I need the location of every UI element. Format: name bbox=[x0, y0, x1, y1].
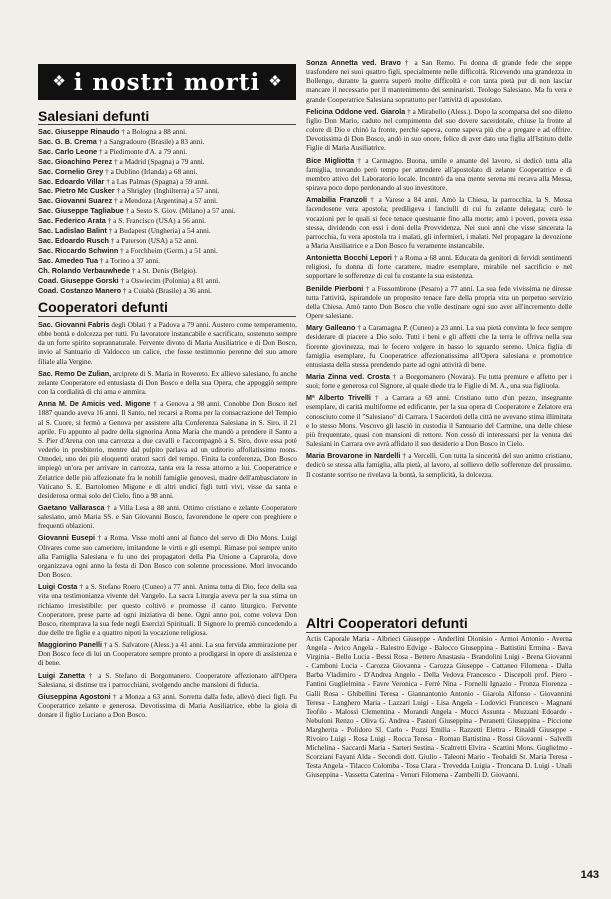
obituary-name: Gaetano Vallarasca bbox=[38, 502, 105, 512]
obituary-entry bbox=[38, 503, 297, 531]
obituary-name: Amabilia Franzoli bbox=[306, 195, 367, 205]
deceased-details: † a Mendoza (Argentina) a 57 anni. bbox=[112, 196, 218, 206]
obituary-text: † a Fossombrone (Pesaro) a 77 anni. La sua fede vivissima ne diresse tutta l'attività, ispirandole un proposito tenace fare della propria vita un perpetuo servizio della Chiesa. Amò tanto Don Bosco che volle destinare ogni suo aver all'incremento delle Opere salesiane. bbox=[306, 284, 572, 321]
obituary-name: Maria Brovarone in Nardelli bbox=[306, 451, 401, 461]
obituary-name: Maggiorino Panelli bbox=[38, 640, 102, 650]
list-item bbox=[38, 206, 297, 216]
obituary-text: † a Caramagna P. (Cuneo) a 23 anni. La sua pietà convinta le fece sempre desiderare di piacere a Dio solo. Tutti i beni e gli affetti che la terra le offriva nella sua fiorente giovinezza, mai le fecero volgere in basso lo sguardo sereno. Unica figlia di famiglia esemplare, fu Cooperatrice affezionatissima all'Opera salesiana e promotrice entusiasta della stessa prendendo parte ad ogni attività di bene. bbox=[306, 324, 572, 369]
obituary-text: † a Genova a 98 anni. Conobbe Don Bosco nel 1887 quando aveva 16 anni. Il Santo, nel recarsi a Roma per la consacrazione del Tempio al S. Cuore, si fermò a Genova per assistere alla Conferenza Salesiana in S. Siro, il 21 aprile. Fu appunto al padre della signorina Anna Maria che mandò a prendere il Santo a S. Pier d'Arena con una carrozza a due cavalli e l'accompagnò a S. Siro, dove essa potè vederlo in presbiterio, mentre dal pulpito parlava ad un uditorio affollatissimo mons. Omodei, uno dei più eloquenti oratori sacri del tempo. Finita la conferenza, Don Bosco impiegò un'ora per arrivare in carrozza, tanta era la ressa attorno a lui. Cooperatrice e Zelatrice delle più affezionate fra le nobili famiglie genovesi, madre dell'ambasciatore in Vaticano S. E. Bartolomeo Migone e di altri undici figli tutti vivi, visse da santa e desiderosa ormai solo del Cielo, fino a 98 anni. bbox=[38, 400, 297, 500]
deceased-name: Sac. Gioachino Perez bbox=[38, 156, 113, 166]
list-item bbox=[38, 266, 297, 276]
divider bbox=[306, 632, 572, 633]
obituary-text: † a Varese a 84 anni. Amò la Chiesa, la parrocchia, la S. Messa facendosene vera apostola; prediligeva i fanciulli di cui fu zelante delegata; curò le vocazioni per le quali si fece tenace questuante fino alla morte; amò i poveri, povera essa stessa, dividendo con essi i doni della Provvidenza. Nei suoi anni che visse sincerata la parrocchia, fu vera apostola tra i malati, gli infermieri, i malati. Nel propagare la devozione a Maria Ausiliatrice e a Don Bosco fu veramente instancabile. bbox=[306, 196, 572, 250]
obituary-name: Giuseppina Agostoni bbox=[38, 691, 111, 701]
obituary-entry bbox=[38, 692, 297, 720]
obituary-text: † a Borgomanero (Novara). Fu tutta premure e affetto per i suoi; forte e generosa col Signore, al quale diede tra le Figlie di M. A., una sua figliuola. bbox=[306, 373, 572, 391]
obituary-name: Maria Zinna ved. Crosta bbox=[306, 372, 390, 381]
obituary-entry bbox=[306, 372, 572, 391]
deceased-details: † a Oswiecim (Polonia) a 81 anni. bbox=[118, 275, 221, 285]
obituary-name: Sac. Giovanni Fabris bbox=[38, 320, 110, 329]
obituary-text: † a Roma. Visse molti anni al fianco del servo di Dio Mons. Luigi Olivares come suo cameriere, imitandone le virtù e gli esempi. Rimase poi sempre unito alla Famiglia Salesiana e fu uno dei propagatori della Pia Unione a Caprarola, dove organizzava ogni anno la festa di Don Bosco con solenne processione. Morì invocando Don Bosco. bbox=[38, 534, 297, 580]
deceased-details: † a Shrigley (Inghilterra) a 57 anni. bbox=[114, 186, 220, 196]
obituary-name: Luigi Zanetta bbox=[38, 670, 85, 680]
obituary-name: Antonietta Bocchi Lepori bbox=[306, 253, 392, 263]
divider bbox=[38, 316, 296, 317]
list-item bbox=[38, 276, 297, 286]
deceased-details: † a Piedimonte d'A. a 79 anni. bbox=[97, 146, 188, 156]
deceased-name: Sac. Carlo Leone bbox=[38, 146, 98, 156]
deceased-name: Sac. Giuseppe Rinaudo bbox=[38, 127, 120, 136]
salesians-heading: Salesiani defunti bbox=[38, 108, 150, 124]
obituary-text: † a S. Stefano Roero (Cuneo) a 77 anni. Anima tutta di Dio, fece della sua vita una testimonianza vivente del Vangelo. La sacra Liturgia aveva per la sua stima un richiamo irresistibile: per questo coltivò e promosse il canto liturgico. Fervente Cooperatore, prese parte ad ogni iniziativa di bene. Ogni anno poi, come voleva Don Bosco, ritemprava la sua fede negli Esercizi Spirituali. Il Signore lo premiò concedendo a due delle tre figlie e a quattro nipoti la vocazione religiosa. bbox=[38, 583, 297, 637]
obituary-name: Felicina Oddone ved. Giarola bbox=[306, 106, 406, 116]
obituary-text: † a San Remo. Fu donna di grande fede che seppe trasfondere nei suoi quattro figli, specialmente nelle difficoltà. Ricevendo una grandezza in Bollengo, durante la guerra superò molte difficoltà e con tanta pietà pur di non lasciar mancare il necessario per il mantenimento dei seminaristi. Teologo Salesiano. Ma fu vera e grande Cooperatrice Salesiana soprattutto per l'attività di apostolato. bbox=[306, 59, 572, 104]
obituary-entry bbox=[306, 195, 572, 251]
deceased-details: † a S. Francisco (USA) a 56 anni. bbox=[105, 216, 206, 226]
obituary-text: † a Monza a 63 anni. Sorretta dalla fede, allevò dieci figli. Fu Cooperatrice zelante e generosa. Devotissima di Maria Ausiliatrice, ebbe la gioia di donare il figlio Luciano a Don Bosco. bbox=[38, 692, 297, 720]
deceased-details: † a Torino a 37 anni. bbox=[98, 255, 160, 265]
obituary-entry bbox=[38, 533, 297, 580]
deceased-name: Sac. Edoardo Villar bbox=[38, 176, 105, 186]
obituary-name: Sonza Annetta ved. Bravo bbox=[306, 58, 401, 67]
obituary-entry bbox=[306, 451, 572, 479]
obituary-name: Mª Alberto Trivelli bbox=[306, 393, 371, 403]
deceased-name: Sac. Riccardo Schwinn bbox=[38, 245, 119, 255]
deceased-details: † a Sesto S. Giov. (Milano) a 57 anni. bbox=[123, 206, 236, 216]
deceased-details: † a Bologna a 88 anni. bbox=[119, 127, 187, 136]
obituary-text: † a Mirabello (Aless.). Dopo la scomparsa del suo diletto figlio Don Mario, caduto nel compimento del suo dovere sacerdotale, chiuse la fronte al colore di Dio e chinò la fronte, perchè sapeva, come sapeva più che a pregare e ad offrire. Devotissima di Don Bosco, andò in suo onore, felice di aver dato una figlia all'Istituto delle Figlie di Maria Ausiliatrice. bbox=[306, 107, 572, 153]
obituary-entry bbox=[306, 58, 572, 105]
obituary-text: † a Carrara a 69 anni. Cristiano tutto d'un pezzo, insegnante esemplare, di carità multiforme ed edificante, per la sua opera di Cooperatore e Zelatore era conosciuto come il "Salesiano" di Carrara. I Sacerdoti della città ne avevano stima illimitata e lo stesso Mons. Vescovo gli lasciò in custodia il Santuario del Carmine, una delle chiese più frequentate, quasi con mansioni di rettore. Non cessò di interessarsi per la venuta dei Salesiani in Carrara ove avrà affidato il suo desiderio a Don Bosco in Cielo. bbox=[306, 394, 572, 449]
obituary-name: Luigi Costa bbox=[38, 582, 78, 592]
deceased-details: † a Dublino (Irlanda) a 68 anni. bbox=[103, 166, 198, 176]
deceased-name: Sac. G. B. Crema bbox=[38, 136, 97, 146]
list-item bbox=[38, 196, 297, 206]
list-item bbox=[38, 186, 297, 196]
obituary-entry bbox=[38, 369, 297, 397]
list-item bbox=[38, 286, 297, 296]
obituary-entry bbox=[306, 107, 572, 154]
deceased-name: Sac. Ladislao Balint bbox=[38, 226, 107, 236]
deceased-name: Sac. Giuseppe Tagliabue bbox=[38, 206, 124, 216]
obituary-entry bbox=[306, 393, 572, 449]
obituary-entry bbox=[38, 399, 297, 501]
obituary-name: Sac. Remo De Zulian, bbox=[38, 368, 112, 378]
deceased-name: Sac. Giovanni Suarez bbox=[38, 196, 113, 206]
list-item bbox=[38, 236, 297, 246]
section-banner bbox=[38, 64, 296, 100]
obituary-text: † a S. Stefano di Borgomanero. Cooperatore affezionato all'Opera Salesiana, si distinse tra i parrocchiani, svolgendo anche mansioni di fiducia. bbox=[38, 671, 297, 689]
obituary-entry bbox=[306, 253, 572, 281]
deceased-details: † a Paterson (USA) a 52 anni. bbox=[108, 235, 199, 245]
list-item bbox=[38, 167, 297, 177]
obituary-entry bbox=[306, 284, 572, 322]
page-number: 143 bbox=[580, 869, 599, 881]
obituary-text: † a Villa Lesa a 88 anni. Ottimo cristiano e zelante Cooperatore salesiano, amò Maria SS. e San Giovanni Bosco, favorendone le opere con preghiere e frequenti oblazioni. bbox=[38, 503, 297, 531]
obituary-text: arciprete di S. Maria in Rovereto. Ex allievo salesiano, fu anche zelante Cooperatore ed entusiasta di Don Bosco e della sua Opera, che appoggiò sempre con la cordialità di chi ama e ammira. bbox=[38, 369, 297, 397]
obituary-entry bbox=[306, 323, 572, 370]
list-item bbox=[38, 216, 297, 226]
list-item bbox=[38, 137, 297, 147]
deceased-name: Ch. Rolando Verbauwhede bbox=[38, 265, 131, 275]
deceased-details: † a Madrid (Spagna) a 79 anni. bbox=[112, 156, 205, 166]
obituary-name: Mary Galleano bbox=[306, 323, 356, 333]
list-item bbox=[38, 226, 297, 236]
obituary-name: Anna M. De Amicis ved. Migone bbox=[38, 399, 151, 409]
ornament-right-icon: ❖ bbox=[268, 73, 282, 90]
deceased-details: † a St. Denis (Belgio). bbox=[130, 265, 198, 275]
deceased-details: † a Forchheim (Germ.) a 51 anni. bbox=[118, 245, 218, 255]
deceased-details: † a Budapest (Ungheria) a 54 anni. bbox=[106, 226, 211, 236]
list-item bbox=[38, 147, 297, 157]
divider bbox=[38, 124, 296, 125]
list-item bbox=[38, 127, 297, 137]
obituary-entry bbox=[38, 320, 297, 367]
obituary-text: † a Carmagno. Buona, umile e amante del lavoro, si dedicò tutta alla famiglia, trovando però tempo per attendere all'apostolato di zelante Cooperatrice e di membro attivo del Laboratorio locale. Incontrò da una mente serena mi recava alla Messa, spirava poco dopo perdonando al suo investitore. bbox=[306, 156, 572, 193]
list-item bbox=[38, 157, 297, 167]
others-list: Actis Caporale Maria - Albrieci Giuseppe - Anderlini Dionisio - Armoi Antonio - Averna Angela - Avico Angela - Balestro Edvige - Balocco Giuseppina - Battistini Ermina - Bava Virginia - Bello Lucia - Bessi Rosa - Bettero Anastasia - Brandolini Luigi - Brena Giovanni - Camboni Lucia - Carozza Giovanna - Carozza Giuseppe - Cattaneo Filomena - Dalla Barba Vladimiro - D'Andrea Angelo - Della Vedova Francesco - Discepoli prof. Piero - Fantini Guglielmina - Favre Veronica - Ferrè Nina - Fornelli Ignazio - Fronza Fiorenza - Galli Rosa - Ghibellini Teresa - Giannantonio Antonio - Giarola Alfonso - Giovannini Teresa - Langhero Maria - Lazzari Luigi - Lisa Angela - Lodovici Francesco - Magnani Teofilo - Malossi Clementina - Morandi Angela - Mucci Assunta - Muzzani Edoardo - Nebuloni Renzo - Oliva G. Andrea - Pastori Giuseppina - Peranetti Giuseppina - Piccione Margherita - Polidoro Sl. Carlo - Pozzi Emilia - Razzetti Elettra - Rinaldi Giuseppe - Rivoiro Luigi - Rosa Luigi - Rocca Teresa - Roman Battistina - Rossi Giovanni - Salvelli Michelina - Saccardi Maria - Sarteri Sestina - Scaltretti Elvira - Scattini Mons. Guglielmo - Scorziani Fayani Alda - Secondi dott. Giulio - Taleoni Mario - Teobaldi Sr. Maria Teresa - Testa Angela - Tilacco Colomba - Tosa Clara - Trevedda Luigia - Troncana D. Luigi - Unali Giuseppina - Vassetta Caterina - Venuri Filomena - Zambelli D. Giovanni. bbox=[306, 635, 572, 780]
list-item bbox=[38, 177, 297, 187]
deceased-details: † a Sangradouro (Brasile) a 83 anni. bbox=[96, 136, 205, 146]
obituary-text: † a S. Salvatore (Aless.) a 41 anni. La sua fervida ammirazione per Don Bosco fece di lui un Cooperatore sempre pronto a prodigarsi in opere di assistenza e di bene. bbox=[38, 641, 297, 668]
obituary-name: Giovanni Eusepi bbox=[38, 533, 96, 543]
deceased-name: Coad. Costanzo Manero bbox=[38, 285, 122, 295]
deceased-name: Sac. Amedeo Tua bbox=[38, 255, 99, 265]
obituary-name: Benilde Pierboni bbox=[306, 283, 364, 293]
obituary-text: † a Roma a 68 anni. Educata da genitori di fervidi sentimenti religiosi, fu donna di forte carattere, madre esemplare, mirabile nel sacrificio e nel sopportare le sofferenze di cui fu costante la sua esistenza. bbox=[306, 254, 572, 281]
obituary-entry bbox=[38, 671, 297, 690]
deceased-name: Sac. Cornelio Grey bbox=[38, 166, 104, 176]
list-item bbox=[38, 256, 297, 266]
deceased-name: Sac. Edoardo Rusch bbox=[38, 235, 109, 245]
others-heading: Altri Cooperatori defunti bbox=[306, 615, 468, 631]
ornament-left-icon: ❖ bbox=[52, 73, 66, 90]
deceased-details: † a Las Palmas (Spagna) a 59 anni. bbox=[104, 176, 209, 186]
cooperators-heading: Cooperatori defunti bbox=[38, 299, 168, 315]
obituary-entry bbox=[306, 156, 572, 194]
deceased-name: Sac. Pietro Mc Cusker bbox=[38, 186, 115, 196]
list-item bbox=[38, 246, 297, 256]
obituary-entry bbox=[38, 640, 297, 668]
banner-title: i nostri morti bbox=[73, 68, 261, 96]
obituary-entry bbox=[38, 582, 297, 638]
obituary-text: degli Oblati † a Padova a 79 anni. Austero come temperamento, ebbe bontà e dolcezza per tutti. Fu lavoratore instancabile e sacrificato, sostenuto sempre da un forte spirito soprannaturale. Fervente divoto di Maria Ausiliatrice e di Don Bosco, invio al Santuario di Valdocco un calice, che fosse testimonio perenne del suo amore filiale alla Vergine. bbox=[38, 321, 297, 366]
deceased-name: Sac. Federico Arata bbox=[38, 216, 106, 226]
right-entries bbox=[306, 58, 572, 482]
salesians-list bbox=[38, 127, 297, 295]
deceased-details: † a Cuiabà (Brasile) a 36 anni. bbox=[121, 285, 212, 295]
obituary-text: † a Vercelli. Con tutta la sincerità del suo animo cristiano, dedicò se stessa alla famiglia, alla pietà, al lavoro, al sollievo delle sofferenze del prossimo. Il costante sorriso ne rivelava la bontà, la semplicità, la dolcezza. bbox=[306, 452, 572, 479]
obituary-name: Bice Migliotta bbox=[306, 155, 355, 165]
cooperators-entries bbox=[38, 320, 297, 722]
deceased-name: Coad. Giuseppe Gorski bbox=[38, 275, 119, 285]
